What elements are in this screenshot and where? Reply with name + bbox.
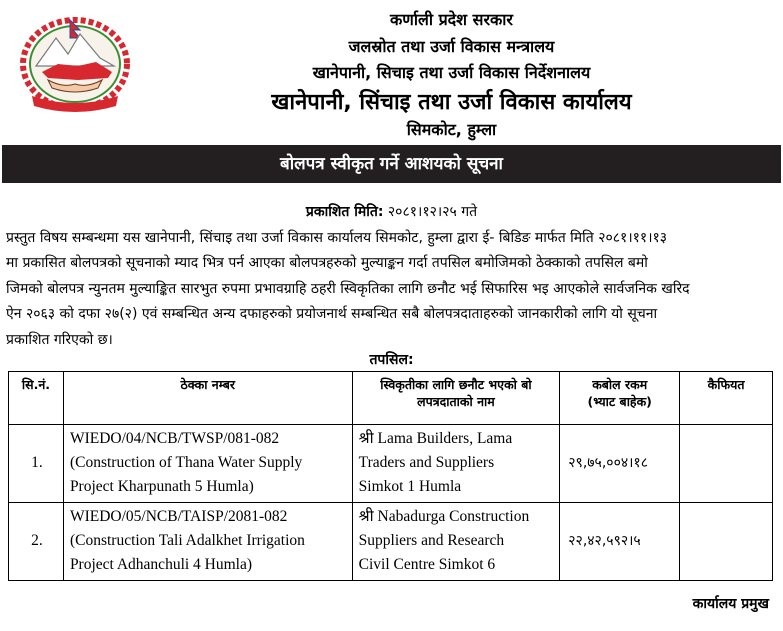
published-date-value: २०८१।१२।२५ गते xyxy=(387,204,478,220)
published-date xyxy=(0,202,783,221)
government-emblem-icon xyxy=(18,14,133,114)
header-contract-number: ठेक्का नम्बर xyxy=(63,372,352,425)
row-bidder: श्री Nabadurga Construction Suppliers and Research Civil Centre Simkot 6 xyxy=(352,503,560,581)
province-government-title: कर्णाली प्रदेश सरकार xyxy=(390,10,513,29)
header-sn: सि.नं. xyxy=(9,372,64,425)
row-contract: WIEDO/05/NCB/TAISP/2081-082 (Construction Tali Adalkhet Irrigation Project Adhanchuli 4 Humla) xyxy=(63,503,352,581)
published-date-label: प्रकाशित मिति: xyxy=(305,204,384,220)
notice-body xyxy=(6,226,776,353)
letterhead xyxy=(0,0,783,142)
details-heading: तपसिल: xyxy=(369,352,414,368)
row-amount: २२,४२,५९२।५ xyxy=(560,503,680,581)
header-bidder-name: स्विकृतीका लागि छनौट भएको बो लपत्रदाताको नाम xyxy=(352,372,560,425)
contracts-table xyxy=(8,371,773,581)
office-chief-signature: कार्यालय प्रमुख xyxy=(692,596,769,612)
notice-line: जिमको बोलपत्र न्युनतम मुल्याङ्कित सारभुत रुपमा प्रभावग्राहि ठहरी स्विकृतिका लागि छनौट भई सिफारिस भइ आएकोले सार्वजनिक खरिद xyxy=(6,280,690,297)
office-title: खानेपानी, सिंचाइ तथा उर्जा विकास कार्यालय xyxy=(271,90,632,115)
row-remarks xyxy=(680,425,773,503)
table-header-row xyxy=(9,372,773,425)
row-contract: WIEDO/04/NCB/TWSP/081-082 (Construction of Thana Water Supply Project Kharpunath 5 Humla) xyxy=(63,425,352,503)
notice-line: प्रस्तुत विषय सम्बन्धमा यस खानेपानी, सिंचाइ तथा उर्जा विकास कार्यालय सिमकोट, हुम्ला द्वारा ई- बिडिङ मार्फत मिति २०८१।११।१३ xyxy=(6,230,668,246)
table-row xyxy=(9,503,773,581)
notice-line: प्रकाशित गरिएको छ। xyxy=(6,331,113,348)
notice-title-banner: बोलपत्र स्वीकृत गर्ने आशयको सूचना xyxy=(2,145,781,183)
ministry-title: जलस्रोत तथा उर्जा विकास मन्त्रालय xyxy=(348,37,555,56)
notice-line: ऐन २०६३ को दफा २७(२) एवं सम्बन्धित अन्य दफाहरुको प्रयोजनार्थ सम्बन्धित सबै बोलपत्रदाताहरुको जानकारीको लागि यो सूचना xyxy=(6,306,658,323)
office-location: सिमकोट, हुम्ला xyxy=(406,120,497,139)
header-amount: कबोल रकम (भ्याट बाहेक) xyxy=(560,372,680,425)
row-sn: 1. xyxy=(9,425,64,503)
row-amount: २९,७५,००४।१८ xyxy=(560,425,680,503)
directorate-title: खानेपानी, सिचाइ तथा उर्जा विकास निर्देशनालय xyxy=(312,63,591,82)
row-remarks xyxy=(680,503,773,581)
row-sn: 2. xyxy=(9,503,64,581)
notice-line: मा प्रकासित बोलपत्रको सूचनाको म्याद भित्र पर्न आएका बोलपत्रहरुको मुल्याङ्कन गर्दा तपसिल बमोजिमको ठेक्काको तपसिल बमो xyxy=(6,255,648,272)
header-remarks: कैफियत xyxy=(680,372,773,425)
row-bidder: श्री Lama Builders, Lama Traders and Suppliers Simkot 1 Humla xyxy=(352,425,560,503)
table-row xyxy=(9,425,773,503)
